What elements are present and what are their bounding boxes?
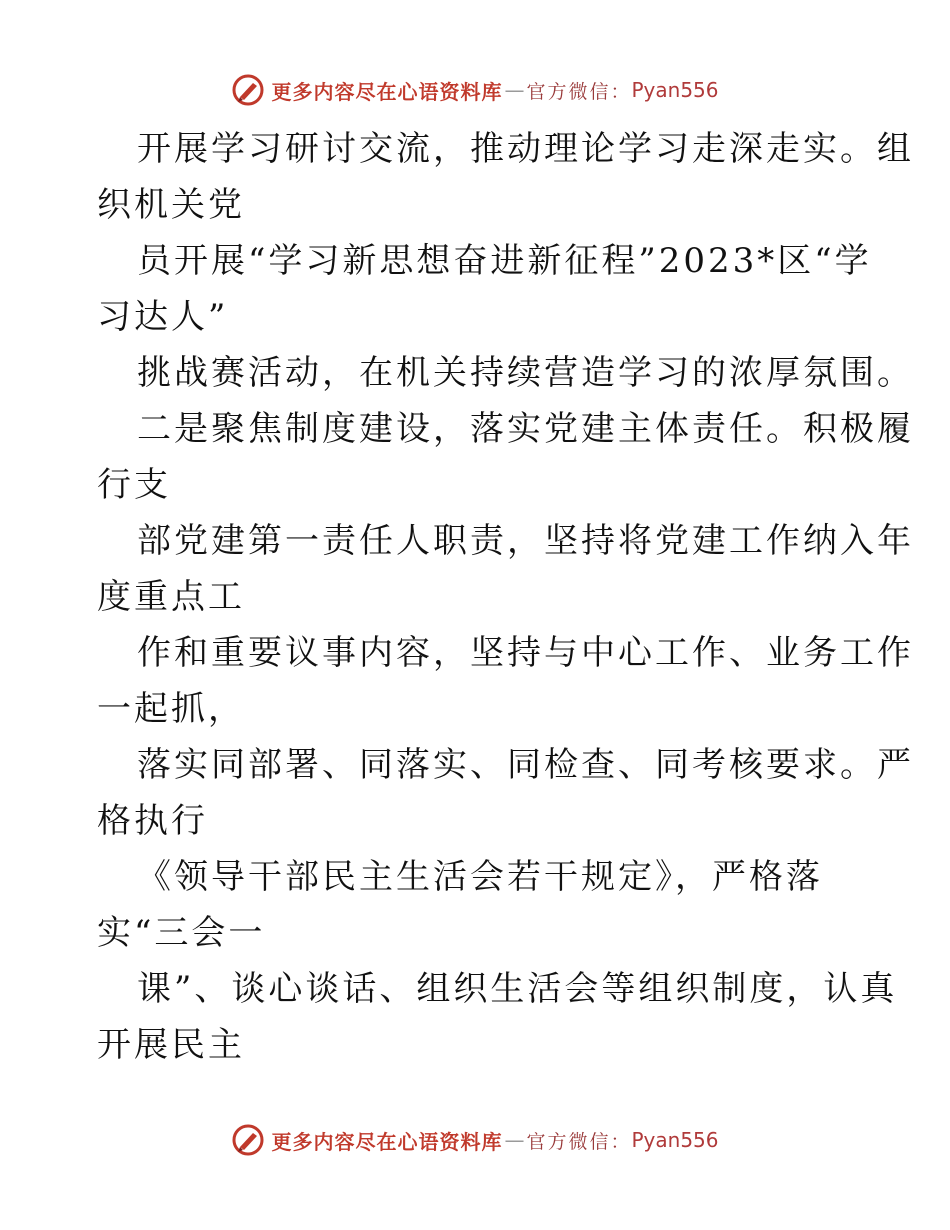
- document-body: [97, 121, 914, 1073]
- watermark-wechat-id: Pyan556: [631, 78, 719, 102]
- text-line: 实“三会一: [97, 913, 266, 953]
- text-line: 课”、谈心谈话、组织生活会等组织制度，认真: [137, 969, 898, 1009]
- watermark-dash: —: [504, 1128, 525, 1152]
- text-line: 员开展“学习新思想奋进新征程”2023*区“学: [137, 241, 872, 281]
- watermark-title: 更多内容尽在心语资料库: [271, 1129, 503, 1154]
- text-line: 开展学习研讨交流，推动理论学习走深走实。组: [137, 129, 914, 169]
- text-line: 习达人”: [97, 297, 229, 337]
- pen-logo-icon: [231, 73, 265, 107]
- text-line: 部党建第一责任人职责，坚持将党建工作纳入年: [137, 521, 914, 561]
- text-line: 格执行: [97, 801, 208, 841]
- pen-logo-icon: [231, 1123, 265, 1157]
- text-line: 二是聚焦制度建设，落实党建主体责任。积极履: [137, 409, 914, 449]
- footer-watermark: [0, 1120, 950, 1160]
- text-line: 挑战赛活动，在机关持续营造学习的浓厚氛围。: [137, 353, 914, 393]
- text-line: 度重点工: [97, 577, 245, 617]
- text-line: 落实同部署、同落实、同检查、同考核要求。严: [137, 745, 914, 785]
- text-line: 行支: [97, 465, 171, 505]
- text-line: 织机关党: [97, 185, 245, 225]
- watermark-title: 更多内容尽在心语资料库: [271, 79, 503, 104]
- text-line: 开展民主: [97, 1025, 245, 1065]
- watermark-wechat-label: 官方微信：: [526, 80, 632, 103]
- watermark-wechat-id: Pyan556: [631, 1128, 719, 1152]
- text-line: 一起抓，: [97, 689, 245, 729]
- watermark-wechat-label: 官方微信：: [526, 1130, 632, 1153]
- header-watermark: [0, 70, 950, 110]
- text-line: 作和重要议事内容，坚持与中心工作、业务工作: [137, 633, 914, 673]
- text-line: 《领导干部民主生活会若干规定》，严格落: [137, 857, 823, 897]
- watermark-dash: —: [504, 78, 525, 102]
